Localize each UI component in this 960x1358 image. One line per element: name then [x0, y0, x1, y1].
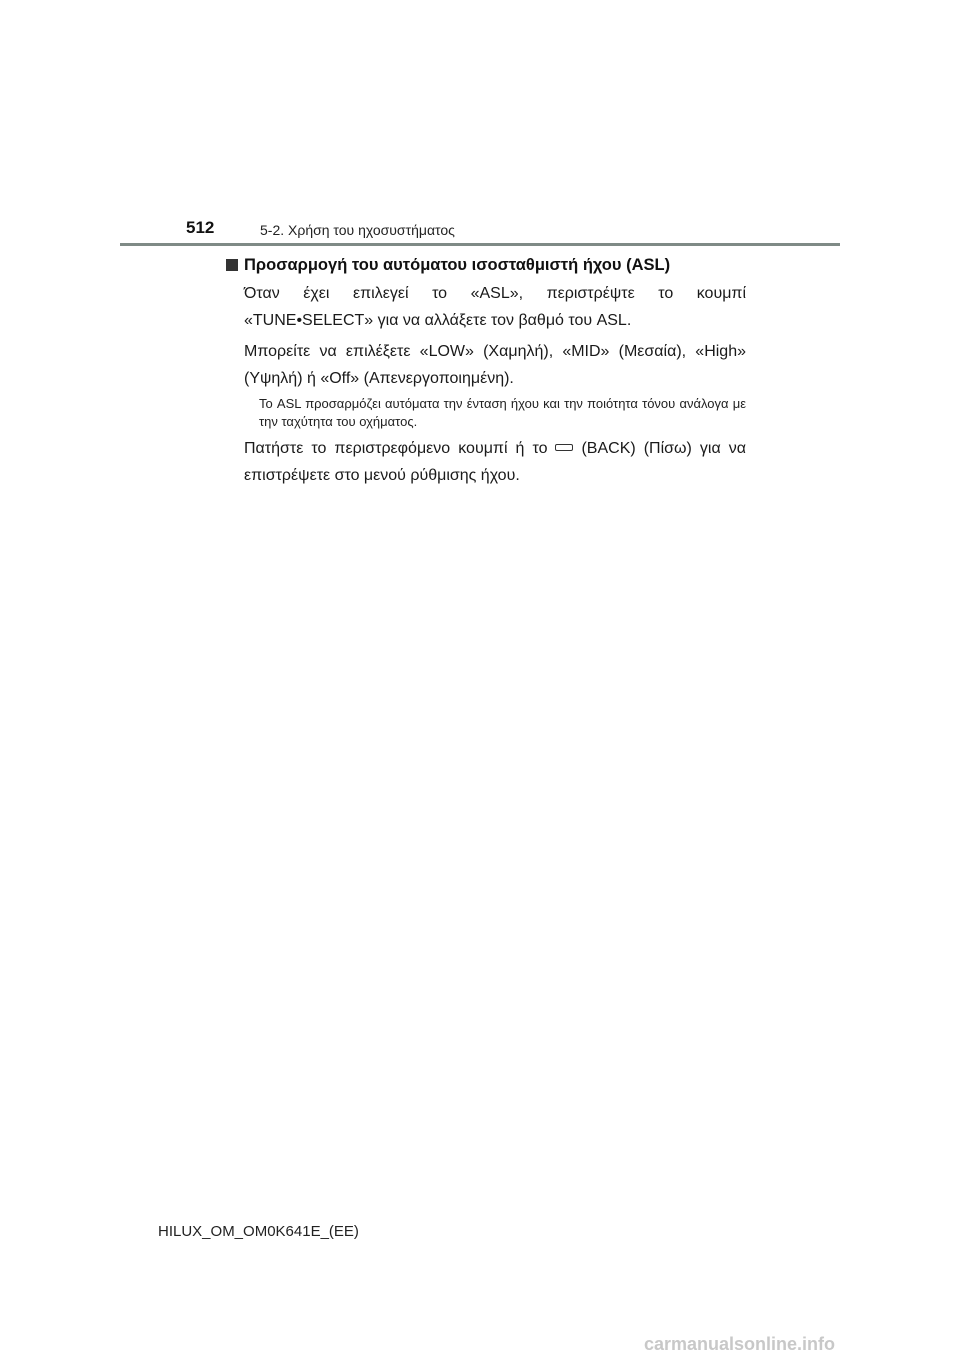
section-title: 5-2. Χρήση του ηχοσυστήματος	[260, 222, 455, 238]
asl-section	[226, 254, 746, 489]
asl-paragraph-1: Όταν έχει επιλεγεί το «ASL», περιστρέψτε το κουμπί «TUNE•SELECT» για να αλλάξετε τον βαθμό του ASL.	[244, 285, 746, 329]
watermark: carmanualsonline.info	[644, 1334, 836, 1354]
asl-paragraph-3-end: (BACK) (Πίσω) για να επιστρέψετε στο μενού ρύθμισης ήχου.	[244, 440, 746, 484]
back-button-icon	[555, 444, 573, 451]
square-bullet-icon	[226, 259, 238, 271]
asl-paragraph-3	[244, 435, 746, 489]
asl-heading-text: Προσαρμογή του αυτόματου ισοσταθμιστή ήχου (ASL)	[244, 256, 671, 274]
asl-paragraph-3-start: Πατήστε το περιστρεφόμενο κουμπί ή το	[244, 440, 548, 457]
asl-heading	[226, 254, 746, 276]
asl-note: Το ASL προσαρμόζει αυτόματα την ένταση ήχου και την ποιότητα τόνου ανάλογα με την ταχύτητα του οχήματος.	[259, 396, 746, 429]
header-divider	[120, 243, 840, 246]
document-code: HILUX_OM_OM0K641E_(EE)	[158, 1223, 359, 1240]
asl-paragraph-2: Μπορείτε να επιλέξετε «LOW» (Χαμηλή), «MID» (Μεσαία), «High» (Υψηλή) ή «Off» (Απενεργοποιημένη).	[244, 343, 746, 387]
page-number: 512	[186, 218, 215, 237]
